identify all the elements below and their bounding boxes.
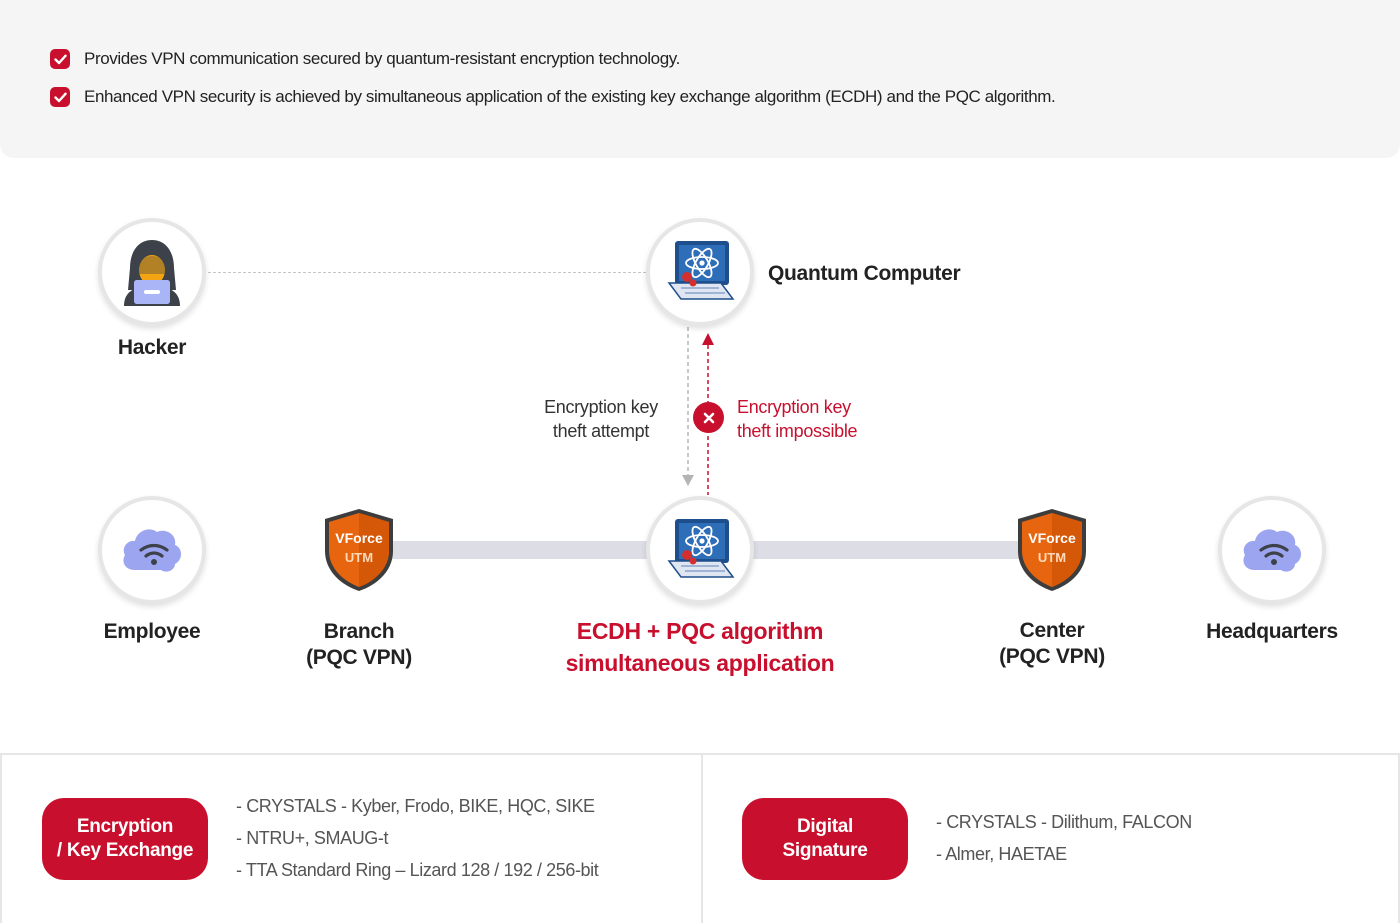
- summary-text: Provides VPN communication secured by quantum-resistant encryption technology.: [84, 49, 680, 68]
- quantum-computer-node: [646, 218, 754, 326]
- encryption-algorithm-list: [236, 790, 598, 886]
- digital-signature-badge: Digital Signature: [742, 798, 908, 880]
- wifi-cloud-icon: [1237, 520, 1307, 580]
- quantum-computer-label: Quantum Computer: [768, 262, 961, 285]
- employee-node: [98, 496, 206, 604]
- vforce-shield-icon: [1016, 507, 1088, 593]
- list-item: - Almer, HAETAE: [936, 844, 1067, 864]
- summary-item: [50, 87, 1055, 107]
- svg-text:VForce: VForce: [335, 530, 383, 546]
- hacker-label: Hacker: [117, 336, 187, 359]
- list-item: - TTA Standard Ring – Lizard 128 / 192 / 256-bit: [236, 860, 599, 880]
- check-icon: [50, 49, 70, 69]
- hacker-node: [98, 218, 206, 326]
- ecdh-pqc-label: ECDH + PQC algorithm simultaneous application: [565, 618, 835, 676]
- algorithm-panel: [0, 753, 1400, 923]
- svg-text:UTM: UTM: [344, 550, 374, 565]
- svg-text:UTM: UTM: [1037, 550, 1067, 565]
- headquarters-label: Headquarters: [1206, 620, 1338, 643]
- vforce-shield-icon: [323, 507, 395, 593]
- encryption-key-exchange-badge: Encryption / Key Exchange: [42, 798, 208, 880]
- list-item: - CRYSTALS - Kyber, Frodo, BIKE, HQC, SIKE: [236, 796, 595, 816]
- vpn-tunnel-right: [748, 541, 1028, 559]
- panel-divider: [701, 755, 703, 923]
- svg-text:VForce: VForce: [1028, 530, 1076, 546]
- arrow-up-icon: [702, 333, 714, 345]
- wifi-cloud-icon: [117, 520, 187, 580]
- vpn-tunnel-left: [380, 541, 652, 559]
- check-icon: [50, 87, 70, 107]
- arrow-down-icon: [682, 475, 694, 486]
- summary-item: [50, 49, 680, 69]
- summary-text: Enhanced VPN security is achieved by simultaneous application of the existing key exchange algorithm (ECDH) and the PQC algorithm.: [84, 87, 1056, 106]
- summary-panel: [0, 0, 1400, 158]
- list-item: - NTRU+, SMAUG-t: [236, 828, 389, 848]
- headquarters-node: [1218, 496, 1326, 604]
- theft-attempt-label: Encryption key theft attempt: [544, 397, 658, 441]
- branch-label: Branch (PQC VPN): [306, 620, 412, 669]
- theft-impossible-label: Encryption key theft impossible: [737, 397, 858, 441]
- ecdh-pqc-node: [646, 496, 754, 604]
- quantum-computer-icon: [663, 237, 737, 307]
- quantum-computer-icon: [663, 515, 737, 585]
- signature-algorithm-list: [936, 806, 1192, 870]
- hacker-icon: [116, 236, 188, 308]
- x-icon: [693, 402, 724, 433]
- hacker-link-line: [208, 272, 646, 273]
- center-label: Center (PQC VPN): [999, 619, 1105, 668]
- employee-label: Employee: [103, 620, 201, 643]
- list-item: - CRYSTALS - Dilithum, FALCON: [936, 812, 1192, 832]
